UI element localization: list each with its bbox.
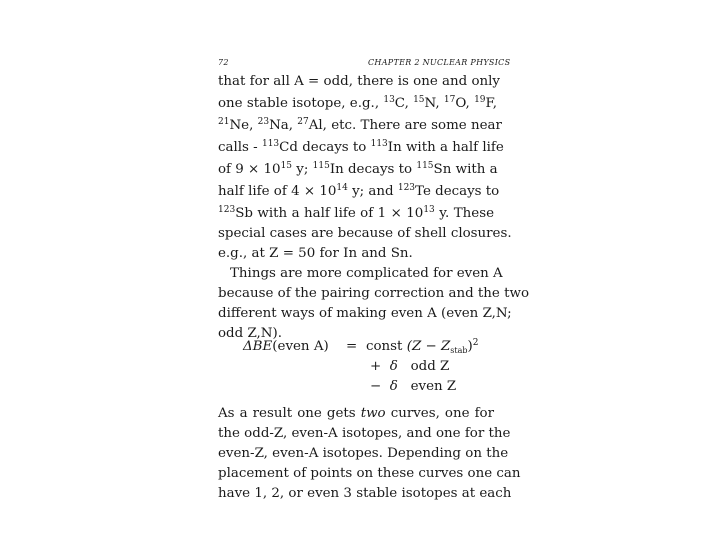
text-line: the odd-Z, even-A isotopes, and one for the <box>218 426 511 441</box>
text-line: that for all A = odd, there is one and only <box>218 74 500 89</box>
text-line: calls - $^{113}$Cd decays to $^{113}$In with a half life <box>218 139 504 155</box>
text-line: have 1, 2, or even 3 stable isotopes at each <box>218 486 512 501</box>
text-line: even-Z, even-A isotopes. Depending on the <box>218 446 509 461</box>
text-line: $^{123}$Sb with a half life of $1 \times 10^{13}$ y. These <box>218 205 494 221</box>
text-line: special cases are because of shell closures. <box>218 226 512 241</box>
text-line: placement of points on these curves one can <box>218 466 521 481</box>
text-line: e.g., at Z = 50 for In and Sn. <box>218 246 413 261</box>
text-line: half life of $4 \times 10^{14}$ y; and $^{123}$Te decays to <box>218 183 500 199</box>
text-line: because of the pairing correction and the two <box>218 286 530 301</box>
running-header: CHAPTER 2 NUCLEAR PHYSICS <box>368 58 511 67</box>
equation-row-odd: + δ odd Z <box>370 359 450 374</box>
equation-lhs: ΔBE(even A) <box>243 339 329 354</box>
equation-rhs: const $(Z - Z_{stab})^2$ <box>366 338 479 355</box>
equation-equals: = <box>346 339 358 354</box>
page-number: 72 <box>218 58 229 67</box>
text-line: As a result one gets two curves, one for <box>218 406 494 421</box>
text-line: of $9 \times 10^{15}$ y; $^{115}$In decays to $^{115}$Sn with a <box>218 161 498 177</box>
equation-row-even: − δ even Z <box>370 379 457 394</box>
text-line: Things are more complicated for even A <box>230 266 503 281</box>
text-line: one stable isotope, e.g., $^{13}$C, $^{15}$N, $^{17}$O, $^{19}$F, <box>218 95 497 111</box>
text-line: $^{21}$Ne, $^{23}$Na, $^{27}$Al, etc. There are some near <box>218 117 502 133</box>
text-line: different ways of making even A (even Z,N; <box>218 306 512 321</box>
text-line: odd Z,N). <box>218 326 282 341</box>
